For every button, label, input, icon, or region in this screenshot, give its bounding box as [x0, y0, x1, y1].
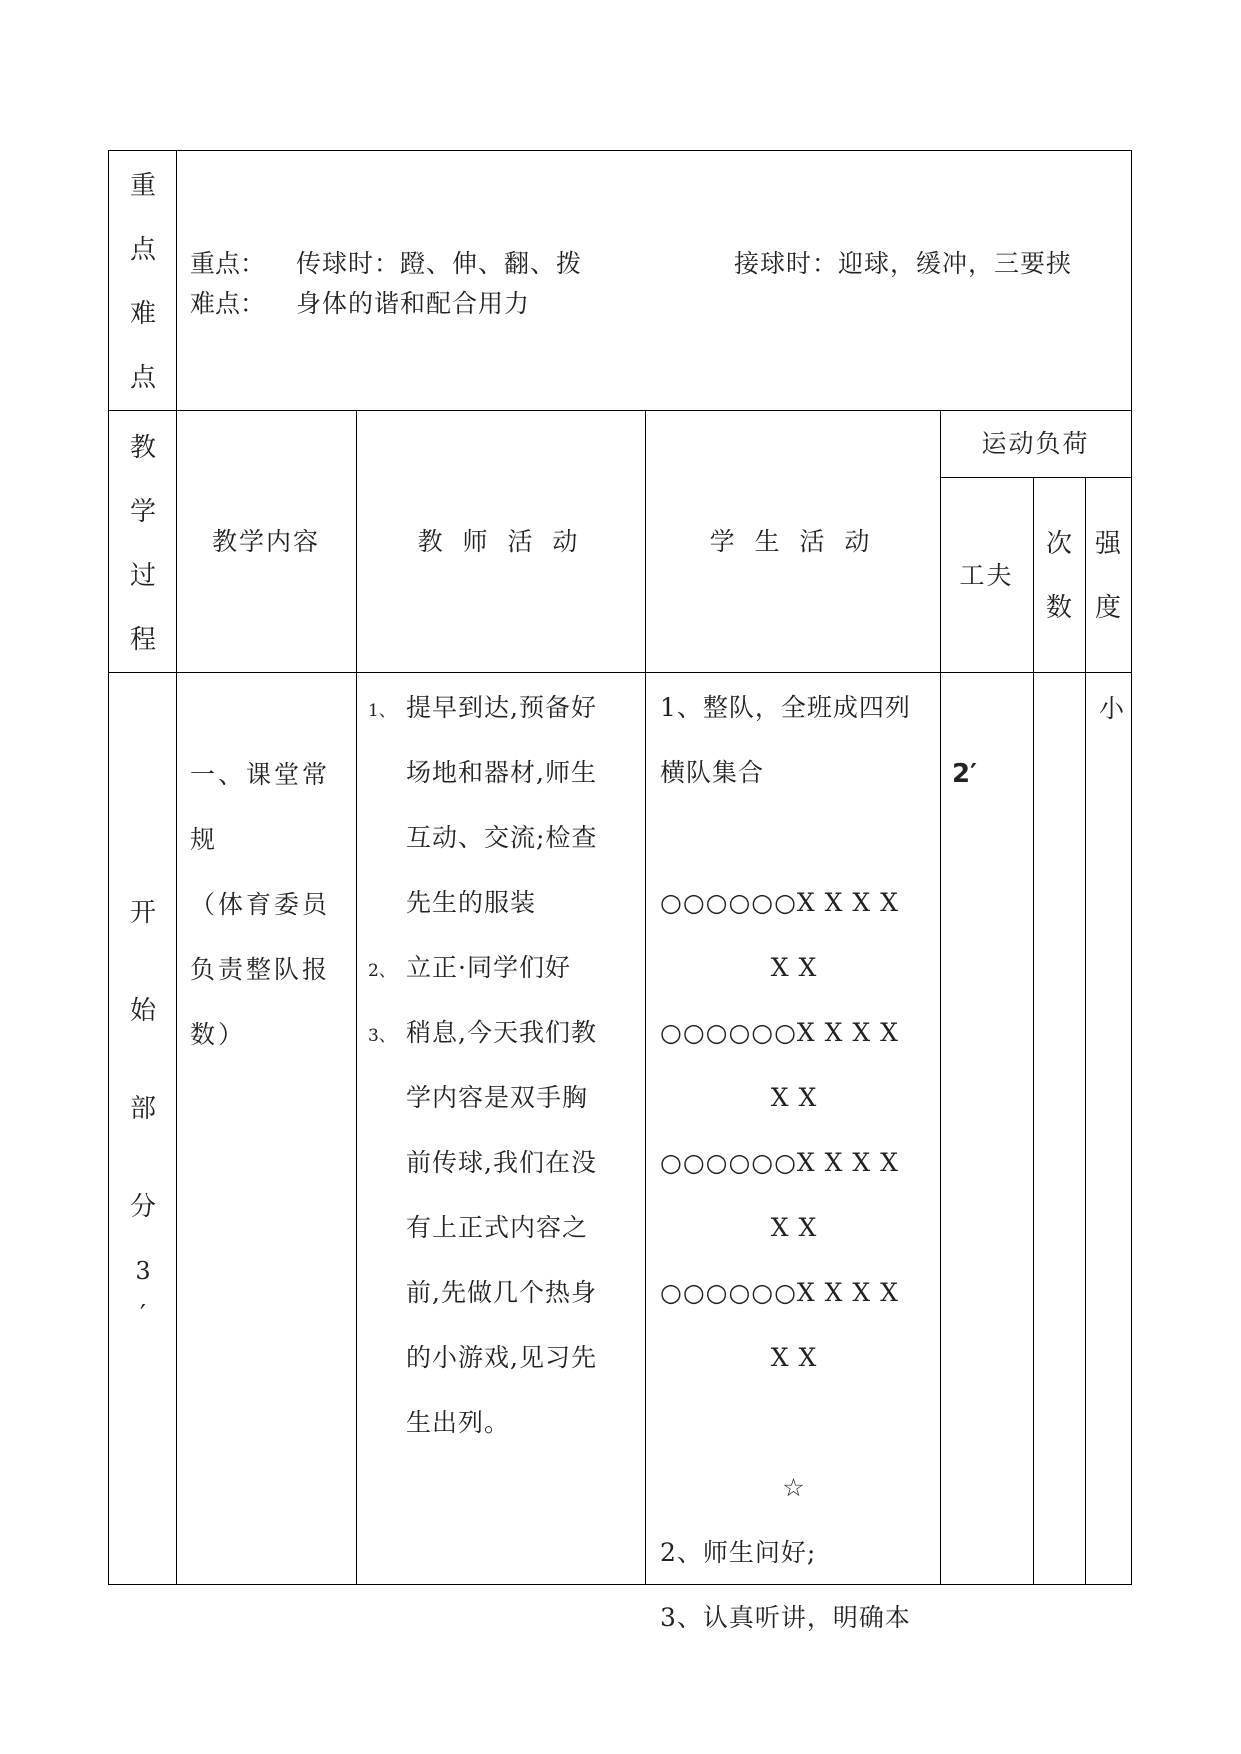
item-text: 的小游戏,见习先	[406, 1343, 597, 1372]
student-line: 2、师生问好;	[660, 1538, 817, 1567]
section-label-char: 开	[129, 898, 156, 928]
difficulty-prefix: 难点：	[190, 289, 266, 318]
formation-row-tail: X X	[770, 1083, 818, 1112]
teacher-line	[368, 805, 643, 870]
load-subheader-divider	[940, 477, 1132, 478]
content-line: （体育委员	[190, 890, 331, 919]
row-divider-2	[108, 672, 1132, 673]
formation-row: ○○○○○○X X X X	[660, 1018, 899, 1047]
teacher-column-divider	[645, 410, 646, 1585]
item-text: 生出列。	[406, 1408, 511, 1437]
label-column-divider	[176, 150, 177, 1585]
teacher-line	[368, 1260, 643, 1325]
content-line: 数）	[190, 1020, 247, 1049]
focus-prefix: 重点：	[190, 249, 266, 278]
header-teacher: 教 师 活 动	[417, 527, 584, 556]
section-label-char: 分	[129, 1192, 156, 1222]
intensity-value: 小	[1099, 694, 1125, 723]
section-label	[123, 895, 163, 1341]
formation-row-tail: X X	[770, 953, 818, 982]
teacher-line	[368, 1000, 643, 1065]
teacher-line	[368, 740, 643, 805]
header-count-char: 次	[1045, 529, 1072, 559]
teacher-line	[368, 675, 643, 740]
header-intensity	[1088, 526, 1128, 654]
count-column-divider	[1085, 477, 1086, 1585]
item-text: 稍息,今天我们教	[406, 1018, 597, 1047]
table-border-right	[1131, 150, 1132, 1585]
time-value: 2′	[952, 759, 977, 789]
row-divider-1	[108, 410, 1132, 411]
process-label-char: 学	[129, 497, 156, 527]
table-border-top	[108, 150, 1132, 151]
student-line: 1、整队，全班成四列	[660, 693, 911, 722]
table-border-bottom	[108, 1584, 1132, 1585]
content-line: 负责整队报	[190, 955, 331, 984]
formation-row: ○○○○○○X X X X	[660, 1148, 899, 1177]
item-number: 3、	[368, 1026, 396, 1046]
item-text: 立正·同学们好	[406, 953, 571, 982]
focus-pass-text: 传球时：蹬、伸、翻、拨	[296, 249, 583, 278]
key-points-label	[123, 168, 163, 424]
content-line: 规	[190, 825, 219, 854]
item-number: 1、	[368, 701, 396, 721]
process-label	[123, 430, 163, 686]
key-points-label-char: 点	[129, 235, 156, 265]
item-text: 场地和器材,师生	[406, 758, 597, 787]
teacher-line	[368, 870, 643, 935]
section-label-char: 始	[129, 996, 156, 1026]
time-column-divider	[1033, 477, 1034, 1585]
key-points-label-char: 难	[129, 299, 156, 329]
student-line	[660, 805, 938, 870]
item-number: 2、	[368, 961, 396, 981]
teacher-position-star-icon: ☆	[782, 1473, 806, 1502]
teacher-line	[368, 1325, 643, 1390]
content-list	[190, 742, 350, 1067]
formation-row-tail: X X	[770, 1213, 818, 1242]
header-intensity-char: 度	[1094, 593, 1121, 623]
formation-row: ○○○○○○X X X X	[660, 1278, 899, 1307]
item-text: 先生的服装	[406, 888, 537, 917]
section-label-char: 部	[129, 1094, 156, 1124]
teacher-line	[368, 1390, 643, 1455]
content-line: 一、课堂常	[190, 760, 331, 789]
process-label-char: 教	[129, 433, 156, 463]
process-label-char: 程	[129, 625, 156, 655]
section-label-char: 3	[135, 1257, 151, 1285]
key-points-label-char: 点	[129, 363, 156, 393]
item-text: 学内容是双手胸	[406, 1083, 589, 1112]
student-line: 3、认真听讲，明确本	[660, 1603, 911, 1632]
item-text: 前传球,我们在没	[406, 1148, 597, 1177]
header-student: 学 生 活 动	[709, 527, 876, 556]
header-content: 教学内容	[211, 527, 320, 556]
header-time: 工夫	[959, 561, 1014, 590]
header-count-char: 数	[1045, 593, 1072, 623]
item-text: 提早到达,预备好	[406, 693, 597, 722]
teacher-line	[368, 935, 643, 1000]
teacher-line	[368, 1065, 643, 1130]
header-count	[1039, 526, 1079, 654]
focus-receive-text: 接球时：迎球，缓冲，三要挟	[734, 249, 1073, 278]
content-column-divider	[356, 410, 357, 1585]
difficulty-text: 身体的谐和配合用力	[296, 289, 531, 318]
student-line	[660, 1390, 938, 1455]
item-text: 互动、交流;检查	[406, 823, 598, 852]
section-label-char: ′	[140, 1300, 146, 1330]
item-text: 有上正式内容之	[406, 1213, 589, 1242]
header-intensity-char: 强	[1094, 529, 1121, 559]
key-points-label-char: 重	[129, 171, 156, 201]
process-label-char: 过	[129, 561, 156, 591]
teacher-list	[368, 675, 643, 1455]
formation-row: ○○○○○○X X X X	[660, 888, 899, 917]
student-line: 横队集合	[660, 758, 765, 787]
header-load: 运动负荷	[981, 429, 1090, 458]
formation-row-tail: X X	[770, 1343, 818, 1372]
student-list	[660, 675, 938, 1650]
item-text: 前,先做几个热身	[406, 1278, 597, 1307]
table-border-left	[108, 150, 109, 1585]
teacher-line	[368, 1195, 643, 1260]
teacher-line	[368, 1130, 643, 1195]
